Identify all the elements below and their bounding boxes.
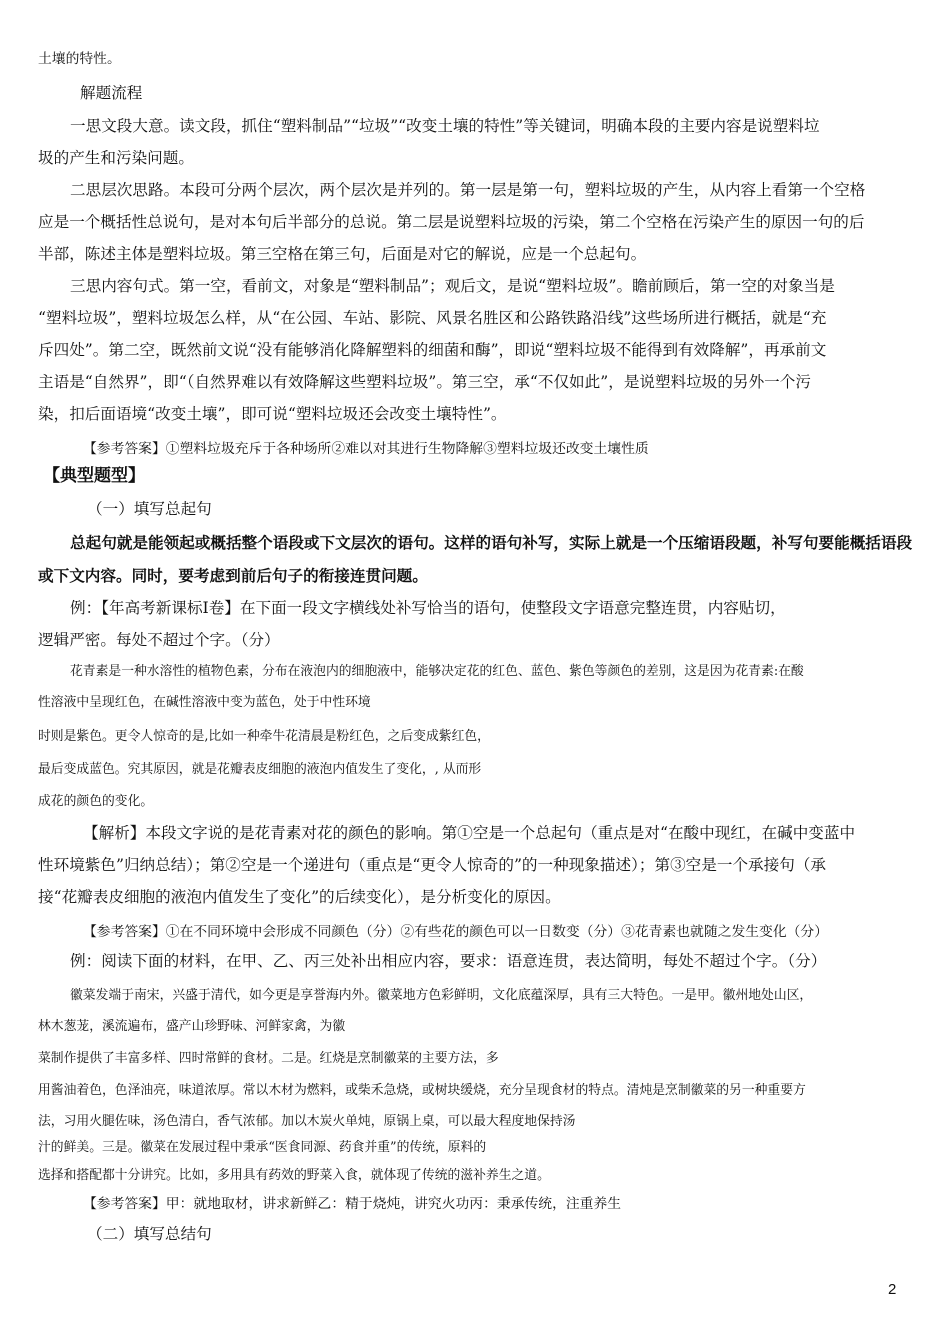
passage-line: 汁的鲜美。三是。徽菜在发展过程中秉承“医食同源、药食并重”的传统，原料的: [38, 1140, 487, 1155]
bold-definition-line: 或下文内容。同时，要考虑到前后句子的衔接连贯问题。: [38, 566, 428, 585]
analysis-line: 【解析】本段文字说的是花青素对花的颜色的影响。第①空是一个总起句（重点是对“在酸中现红，在碱中变蓝中: [83, 824, 856, 842]
passage-line: 成花的颜色的变化。: [38, 794, 154, 809]
section-heading-typical-types: 【典型题型】: [43, 466, 145, 486]
subsection-title-summary-sentence: （二）填写总结句: [87, 1225, 212, 1243]
text-line: 圾的产生和污染问题。: [38, 149, 194, 167]
reference-answer: 【参考答案】①塑料垃圾充斥于各种场所②难以对其进行生物降解③塑料垃圾还改变土壤性质: [83, 441, 649, 457]
example-prompt: 例：阅读下面的材料，在甲、乙、丙三处补出相应内容，要求：语意连贯，表达简明，每处不超过个字。（分）: [70, 952, 827, 970]
analysis-line: 接“花瓣表皮细胞的液泡内值发生了变化”的后续变化），是分析变化的原因。: [38, 888, 561, 906]
passage-line: 时则是紫色。更令人惊奇的是,比如一种牵牛花清晨是粉红色，之后变成紫红色，: [38, 729, 490, 744]
text-line: 半部，陈述主体是塑料垃圾。第三空格在第三句，后面是对它的解说，应是一个总起句。: [38, 245, 647, 263]
text-line: 二思层次思路。本段可分两个层次，两个层次是并列的。第一层是第一句，塑料垃圾的产生，从内容上看第一个空格: [70, 181, 866, 199]
passage-line: 最后变成蓝色。究其原因，就是花瓣表皮细胞的液泡内值发生了变化，, 从而形: [38, 762, 482, 777]
text-line: 三思内容句式。第一空，看前文，对象是“塑料制品”；观后文，是说“塑料垃圾”。瞻前顾后，第一空的对象当是: [70, 277, 835, 295]
passage-line: 林木葱茏，溪流遍布，盛产山珍野味、河鲜家禽，为徽: [38, 1019, 346, 1034]
example-prompt: 例：【年高考新课标Ⅰ卷】在下面一段文字横线处补写恰当的语句，使整段文字语意完整连贯，内容贴切，: [70, 599, 786, 617]
passage-line: 性溶液中呈现红色，在碱性溶液中变为蓝色，处于中性环境: [38, 695, 371, 710]
example-prompt: 逻辑严密。每处不超过个字。（分）: [38, 631, 280, 649]
text-line: 染，扣后面语境“改变土壤”，即可说“塑料垃圾还会改变土壤特性”。: [38, 405, 507, 423]
text-line: 土壤的特性。: [38, 51, 121, 67]
passage-line: 用酱油着色，色泽油亮，味道浓厚。常以木材为燃料，或柴禾急烧，或树块缓烧，充分呈现食材的特点。清炖是烹制徽菜的另一种重要方: [38, 1083, 806, 1098]
bold-definition-line: 总起句就是能领起或概括整个语段或下文层次的语句。这样的语句补写，实际上就是一个压缩语段题，补写句要能概括语段: [70, 533, 913, 552]
passage-line: 花青素是一种水溶性的植物色素，分布在液泡内的细胞液中，能够决定花的红色、蓝色、紫色等颜色的差别，这是因为花青素:在酸: [70, 664, 804, 679]
text-line: 斥四处”。第二空，既然前文说“没有能够消化降解塑料的细菌和酶”，即说“塑料垃圾不能得到有效降解”，再承前文: [38, 341, 827, 359]
passage-line: 菜制作提供了丰富多样、四时常鲜的食材。二是。红烧是烹制徽菜的主要方法，多: [38, 1051, 499, 1066]
page-number: 2: [888, 1281, 897, 1298]
passage-line: 徽菜发端于南宋，兴盛于清代，如今更是享誉海内外。徽菜地方色彩鲜明，文化底蕴深厚，具有三大特色。一是甲。徽州地处山区，: [70, 988, 813, 1003]
subsection-title-topic-sentence: （一）填写总起句: [87, 500, 212, 518]
text-line: 主语是“自然界”，即“（自然界难以有效降解这些塑料垃圾”。第三空，承“不仅如此”，是说塑料垃圾的另外一个污: [38, 373, 811, 391]
section-title-process: 解题流程: [80, 84, 143, 102]
reference-answer: 【参考答案】①在不同环境中会形成不同颜色（分）②有些花的颜色可以一日数变（分）③花青素也就随之发生变化（分）: [83, 924, 829, 940]
passage-line: 选择和搭配都十分讲究。比如，多用具有药效的野菜入食，就体现了传统的滋补养生之道。: [38, 1168, 550, 1183]
passage-line: 法，习用火腿佐味，汤色清白，香气浓郁。加以木炭火单炖，原锅上桌，可以最大程度地保持汤: [38, 1114, 576, 1129]
text-line: 一思文段大意。读文段，抓住“塑料制品”“垃圾”“改变土壤的特性”等关键词，明确本段的主要内容是说塑料垃: [70, 117, 820, 135]
text-line: “塑料垃圾”，塑料垃圾怎么样，从“在公园、车站、影院、风景名胜区和公路铁路沿线”这些场所进行概括，就是“充: [38, 309, 827, 327]
analysis-line: 性环境紫色”归纳总结）；第②空是一个递进句（重点是“更令人惊奇的”的一种现象描述）；第③空是一个承接句（承: [38, 856, 827, 874]
text-line: 应是一个概括性总说句，是对本句后半部分的总说。第二层是说塑料垃圾的污染，第二个空格在污染产生的原因一句的后: [38, 213, 865, 231]
reference-answer: 【参考答案】甲：就地取材，讲求新鲜乙：精于烧炖，讲究火功丙：秉承传统，注重养生: [83, 1196, 622, 1212]
